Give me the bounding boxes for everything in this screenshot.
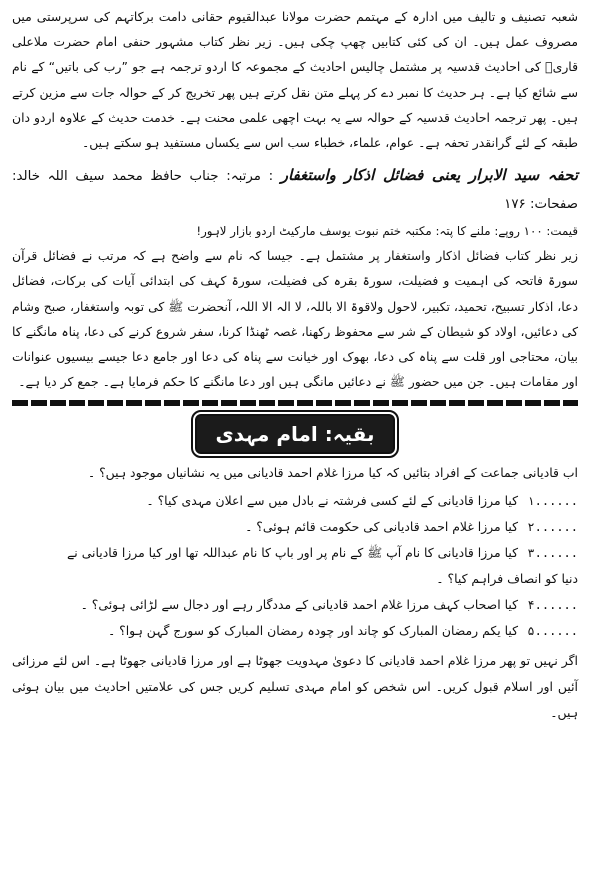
question-text: کیا مرزا قادیانی کے لئے کسی فرشتہ نے بادل میں سے اعلان مہدی کیا؟ ۔	[146, 493, 518, 509]
review-meta: : مرتبہ: جناب حافظ محمد سیف اللہ خالد: صفحات: ۱۷۶	[12, 169, 578, 213]
question-text: کیا مرزا قادیانی کا نام آپ ﷺ کے نام پر اور باپ کا نام عبداللہ تھا اور کیا مرزا قادیانی نے	[67, 545, 518, 561]
question-number: ۴......	[527, 598, 578, 613]
closing-paragraph: اگر نہیں تو پھر مرزا غلام احمد قادیانی کا دعویٰ مہدویت جھوٹا ہے اور مرزا قادیانی جھوٹا ہے۔ اس لئے مرزائی آئیں اور اسلام قبول کریں۔ اس شخص کو امام مہدی تسلیم کریں جس کی علامتیں احادیث میں بیان ہوئی ہیں۔	[12, 653, 578, 721]
question-number: ۱......	[527, 494, 578, 509]
question-continuation: دنیا کو انصاف فراہم کیا؟ ۔	[436, 571, 578, 587]
review-price-line: قیمت: ۱۰۰ روپے: ملنے کا پتہ: مکتبہ ختم نبوت یوسف مارکیٹ اردو بازار لاہور!	[196, 224, 578, 239]
review-heading	[12, 161, 578, 219]
questions-intro: اب قادیانی جماعت کے افراد بتائیں کہ کیا مرزا غلام احمد قادیانی میں یہ نشانیاں موجود ہیں؟ ۔	[87, 465, 578, 481]
question-item	[12, 540, 578, 566]
question-item	[12, 514, 578, 540]
question-number: ۳......	[527, 546, 578, 561]
questions-list	[12, 488, 578, 644]
question-text: کیا اصحاب کہف مرزا غلام احمد قادیانی کے مددگار رہے اور دجال سے لڑائی ہوئی؟ ۔	[80, 597, 518, 613]
question-number: ۵......	[527, 624, 578, 639]
question-item	[12, 618, 578, 644]
review-body: زیر نظر کتاب فضائل اذکار واستغفار پر مشتمل ہے۔ جیسا کہ نام سے واضح ہے کہ مرتب نے فضائل قرآن سورۃ فاتحہ کی اہمیت و فضیلت، سورۃ بقرہ کی فضیلت، سورۃ کہف کی ابتدائی آیات کی برکات، فضائل دعا، اذکار تسبیح، تحمید، تکبیر، لاحول ولاقوۃ الا باللہ، لا الہ الا اللہ، آنحضرت ﷺ کی توبہ واستغفار، صبح وشام کی دعائیں، اولاد کو شیطان کے شر سے محفوظ رکھنا، غصہ ٹھنڈا کرنا، سفر شروع کرنے کی دعا، پناہ مانگنے کا بیان، محتاجی اور قلت سے پناہ کی دعا، بھوک اور خیانت سے پناہ کی دعا اور جامع دعا جیسے بیسیوں عنوانات اور مقامات ہیں۔ جن میں حضور ﷺ نے دعائیں مانگی ہیں اور دعا مانگنے کا حکم فرمایا ہے۔ جمع کر دیا ہے۔	[12, 248, 578, 390]
question-item	[12, 592, 578, 618]
question-item	[12, 488, 578, 514]
section-banner: بقیہ: امام مہدی	[195, 414, 394, 454]
question-text: کیا یکم رمضان المبارک کو چاند اور چودہ رمضان المبارک کو سورج گہن ہوا؟ ۔	[107, 623, 518, 639]
top-paragraph: شعبہ تصنیف و تالیف میں ادارہ کے مہتمم حضرت مولانا عبدالقیوم حقانی دامت برکاتہم کی سرپرستی میں مصروف عمل ہیں۔ ان کی کئی کتابیں چھپ چکی ہیں۔ زیر نظر کتاب مشہور حنفی امام حضرت ملاعلی قاریؒ کی احادیث قدسیہ پر مشتمل چالیس احادیث کے مجموعہ کا اردو ترجمہ ہے جو ”رب کی باتیں“ کے نام سے شائع کیا ہے۔ ہر حدیث کا نمبر دے کر پہلے متن نقل کرتے ہیں پھر تخریج کر کے حوالہ جات سے مزین کرتے ہیں۔ پھر ترجمہ احادیث قدسیہ کے حوالہ سے یہ بہت اچھی علمی محنت ہے۔ خدمت حدیث کے علاوہ اردو دان طبقہ کے لئے گرانقدر تحفہ ہے۔ عوام، علماء، خطباء سب اس سے یکساں مستفید ہو سکتے ہیں۔	[12, 9, 578, 151]
question-text: کیا مرزا غلام احمد قادیانی کی حکومت قائم ہوئی؟ ۔	[245, 519, 518, 535]
question-number: ۲......	[527, 520, 578, 535]
banner-wrap	[12, 414, 578, 454]
section-divider	[12, 400, 578, 406]
review-title: تحفہ سید الابرار یعنی فضائل اذکار واستغفار	[280, 166, 578, 185]
